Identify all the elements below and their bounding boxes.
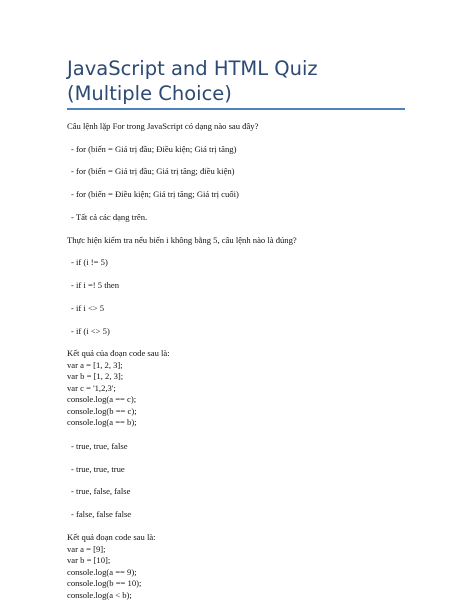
question-2-option-4: - if (i <> 5) [71, 325, 110, 336]
question-2-option-3: - if i <> 5 [71, 302, 105, 313]
question-2-prompt: Thực hiện kiểm tra nếu biến i không bằng 5, câu lệnh nào là đúng? [67, 234, 297, 245]
question-2-option-1: - if (i != 5) [71, 257, 108, 268]
question-3-option-3: - true, false, false [71, 486, 131, 497]
code-line: var a = [1, 2, 3]; [67, 359, 123, 370]
question-1-prompt: Câu lệnh lặp For trong JavaScript có dạng nào sau đây? [67, 121, 259, 131]
code-line: console.log(a == b); [67, 417, 137, 428]
question-1-option-3: - for (biến = Điều kiện; Giá trị tăng; Giá trị cuối) [71, 189, 239, 200]
question-3-option-1: - true, true, false [71, 440, 128, 451]
question-1-option-4: - Tất cả các dạng trên. [71, 211, 148, 222]
question-3 [67, 348, 407, 520]
question-4-code-block [67, 544, 407, 602]
document-body [67, 121, 407, 613]
question-1 [67, 121, 407, 223]
code-line: var c = '1,2,3'; [67, 382, 116, 393]
question-1-option-1: - for (biến = Giá trị đầu; Điều kiện; Giá trị tăng) [71, 143, 237, 154]
code-line: console.log(b == c); [67, 405, 137, 416]
question-4 [67, 532, 407, 601]
code-line: console.log(b == 10); [67, 578, 142, 589]
document-title: JavaScript and HTML Quiz (Multiple Choice) [67, 57, 318, 105]
title-underline [67, 108, 405, 110]
code-line: var a = [9]; [67, 543, 106, 554]
question-3-prompt: Kết quả của đoạn code sau là: [67, 348, 170, 359]
code-line: console.log(a < b); [67, 589, 132, 600]
code-line: console.log(a == 9); [67, 566, 137, 577]
code-line: var b = [10]; [67, 555, 111, 566]
question-3-option-4: - false, false false [71, 509, 132, 520]
question-2-option-2: - if i =! 5 then [71, 279, 120, 290]
code-line: console.log(a == c); [67, 394, 137, 405]
question-4-prompt: Kết quả đoạn code sau là: [67, 532, 156, 543]
question-3-option-2: - true, true, true [71, 463, 125, 474]
question-2 [67, 235, 407, 337]
code-line: var b = [1, 2, 3]; [67, 371, 124, 382]
question-3-code-block [67, 360, 407, 429]
question-1-option-2: - for (biến = Giá trị đầu; Giá trị tăng; điều kiện) [71, 166, 235, 177]
